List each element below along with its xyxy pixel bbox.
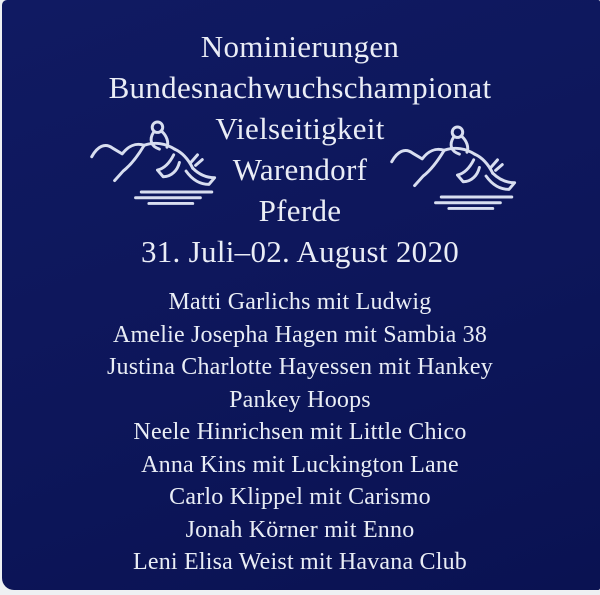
horse-rider-jump-icon-left <box>86 116 248 208</box>
nomination-list <box>0 286 600 579</box>
nomination-line: Leni Elisa Weist mit Havana Club <box>133 549 467 575</box>
nomination-line: Carlo Klippel mit Carismo <box>169 484 431 510</box>
nomination-line: Justina Charlotte Hayessen mit Hankey <box>107 354 493 380</box>
nomination-line: Jonah Körner mit Enno <box>185 516 415 543</box>
event-name: Bundesnachwuchschampionat <box>108 70 492 105</box>
discipline: Vielseitigkeit <box>215 111 385 146</box>
date-range: 31. Juli–02. August 2020 <box>140 234 460 269</box>
nomination-line: Pankey Hoops <box>229 386 371 413</box>
nomination-line: Anna Kins mit Luckington Lane <box>141 451 459 478</box>
poster-title: Nominierungen <box>200 29 400 64</box>
nomination-line: Neele Hinrichsen mit Little Chico <box>133 419 467 445</box>
category: Pferde <box>258 193 342 228</box>
nomination-line: Amelie Josepha Hagen mit Sambia 38 <box>112 321 488 348</box>
horse-rider-jump-icon-right <box>386 121 548 213</box>
nomination-line: Matti Garlichs mit Ludwig <box>168 289 432 315</box>
location: Warendorf <box>232 152 368 187</box>
